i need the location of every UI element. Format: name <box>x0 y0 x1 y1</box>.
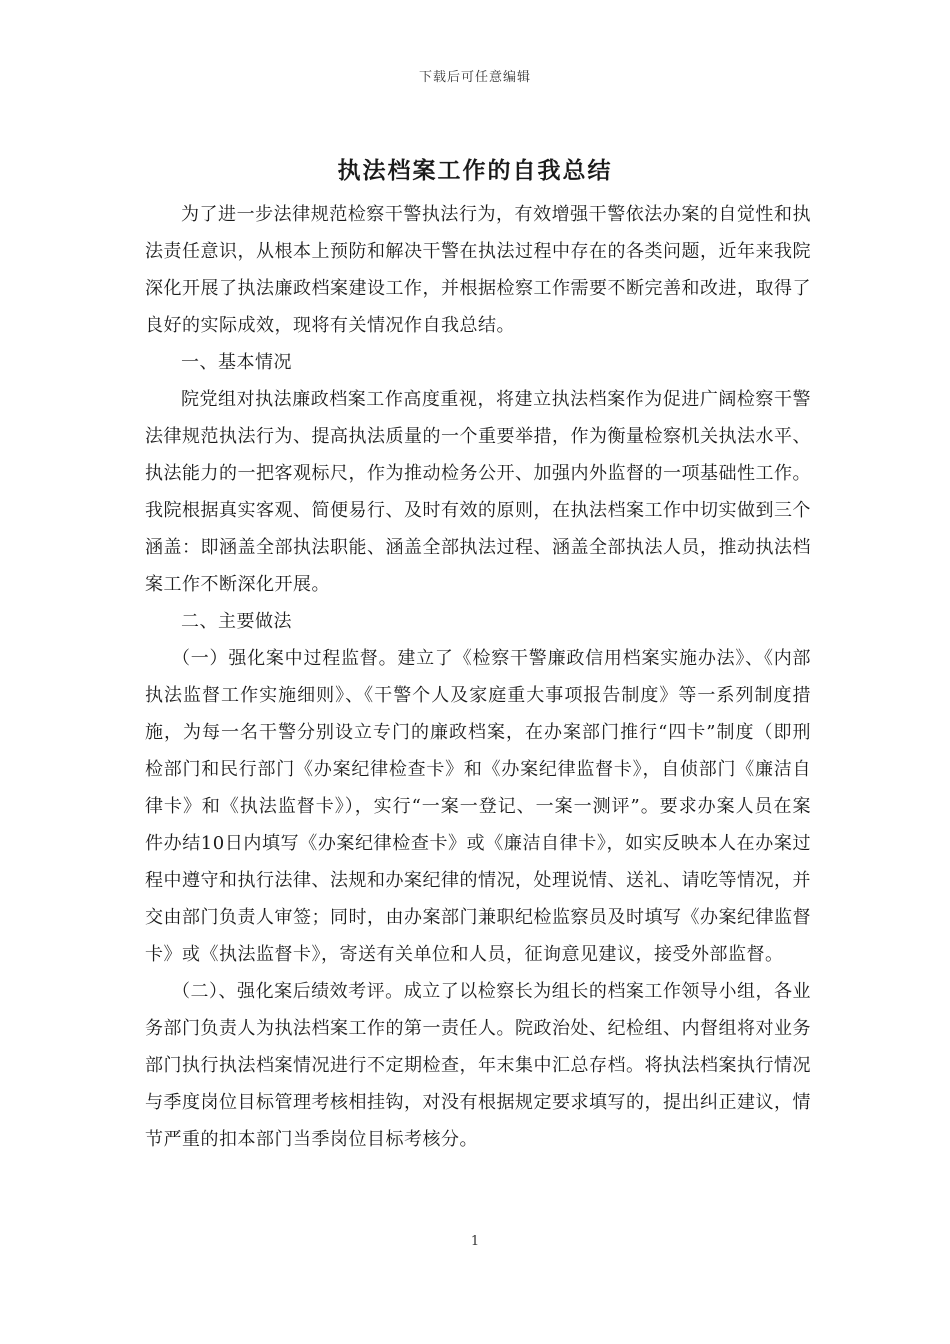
section-heading-main-practices: 二、主要做法 <box>181 611 292 632</box>
paragraph-practice-2: （二）、强化案后绩效考评。成立了以检察长为组长的档案工作领导小组，各业务部门负责人为执法档案工作的第一责任人。院政治处、纪检组、内督组将对业务部门执行执法档案情况进行不定期检查，年末集中汇总存档。将执法档案执行情况与季度岗位目标管理考核相挂钩，对没有根据规定要求填写的，提出纠正建议，情节严重的扣本部门当季岗位目标考核分。 <box>145 981 811 1150</box>
paragraph-practice-1: （一）强化案中过程监督。建立了《检察干警廉政信用档案实施办法》、《内部执法监督工作实施细则》、《干警个人及家庭重大事项报告制度》等一系列制度措施，为每一名干警分别设立专门的廉政档案，在办案部门推行“四卡”制度（即刑检部门和民行部门《办案纪律检查卡》和《办案纪律监督卡》，自侦部门《廉洁自律卡》和《执法监督卡》），实行“一案一登记、一案一测评”。要求办案人员在案件办结10日内填写《办案纪律检查卡》或《廉洁自律卡》，如实反映本人在办案过程中遵守和执行法律、法规和办案纪律的情况，处理说情、送礼、请吃等情况，并交由部门负责人审签；同时，由办案部门兼职纪检监察员及时填写《办案纪律监督卡》或《执法监督卡》，寄送有关单位和人员，征询意见建议，接受外部监督。 <box>145 648 811 965</box>
section-heading-basic-situation: 一、基本情况 <box>181 352 292 373</box>
paragraph-basic-situation: 院党组对执法廉政档案工作高度重视，将建立执法档案作为促进广阔检察干警法律规范执法行为、提高执法质量的一个重要举措，作为衡量检察机关执法水平、执法能力的一把客观标尺，作为推动检务公开、加强内外监督的一项基础性工作。我院根据真实客观、简便易行、及时有效的原则，在执法档案工作中切实做到三个涵盖：即涵盖全部执法职能、涵盖全部执法过程、涵盖全部执法人员，推动执法档案工作不断深化开展。 <box>145 389 811 595</box>
paragraph-intro: 为了进一步法律规范检察干警执法行为，有效增强干警依法办案的自觉性和执法责任意识，从根本上预防和解决干警在执法过程中存在的各类问题，近年来我院深化开展了执法廉政档案建设工作，并根据检察工作需要不断完善和改进，取得了良好的实际成效，现将有关情况作自我总结。 <box>145 204 811 336</box>
header-note: 下载后可任意编辑 <box>418 70 531 85</box>
document-title: 执法档案工作的自我总结 <box>337 157 613 184</box>
page-number: 1 <box>470 1234 480 1249</box>
document-body <box>145 196 811 1158</box>
